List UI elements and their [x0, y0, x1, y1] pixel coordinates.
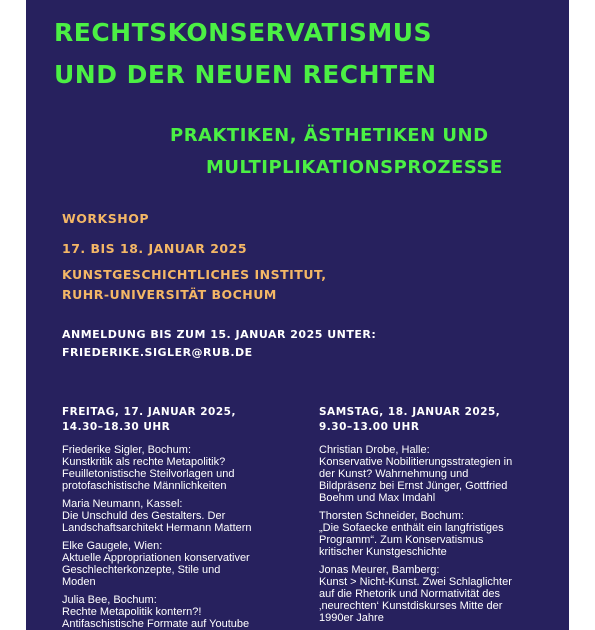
talk-title-line: Feuilletonistische Steilvorlagen und: [62, 468, 235, 480]
talk-speaker: Thorsten Schneider, Bochum:: [319, 510, 464, 522]
talk-speaker: Friederike Sigler, Bochum:: [62, 444, 191, 456]
talk-entry: [319, 564, 554, 624]
day-1-time: 14.30–18.30 UHR: [62, 420, 171, 433]
event-type: WORKSHOP: [62, 211, 149, 226]
talk-speaker: Maria Neumann, Kassel:: [62, 498, 183, 510]
registration-deadline: ANMELDUNG BIS ZUM 15. JANUAR 2025 UNTER:: [62, 328, 377, 341]
talk-title-line: 1990er Jahre: [319, 612, 384, 624]
talk-entry: [62, 498, 292, 534]
program-day-1: [62, 405, 292, 630]
talk-title-line: „Die Sofaecke enthält ein langfristiges: [319, 522, 504, 534]
talk-title-line: Kunstkritik als rechte Metapolitik?: [62, 456, 226, 468]
talk-title-line: auf die Rhetorik und Normativität des: [319, 588, 500, 600]
talk-speaker: Jonas Meurer, Bamberg:: [319, 564, 440, 576]
talk-title-line: Bildpräsenz bei Ernst Jünger, Gottfried: [319, 480, 508, 492]
talk-speaker: Christian Drobe, Halle:: [319, 444, 430, 456]
talk-title-line: Die Unschuld des Gestalters. Der: [62, 510, 226, 522]
event-dates: 17. BIS 18. JANUAR 2025: [62, 241, 248, 256]
talk-title-line: Rechte Metapolitik kontern?!: [62, 606, 202, 618]
talk-title-line: Kunst > Nicht-Kunst. Zwei Schlaglichter: [319, 576, 512, 588]
day-2-talks: [319, 444, 554, 624]
talk-title-line: Geschlechterkonzepte, Stile und: [62, 564, 221, 576]
talk-title-line: protofaschistische Männlichkeiten: [62, 480, 227, 492]
subtitle-line-1: PRAKTIKEN, ÄSTHETIKEN UND: [170, 125, 489, 146]
talk-title-line: Programm“. Zum Konservatismus: [319, 534, 484, 546]
day-2-heading: SAMSTAG, 18. JANUAR 2025,: [319, 406, 501, 418]
program-day-2: [319, 405, 554, 630]
venue-institute: KUNSTGESCHICHTLICHES INSTITUT,: [62, 267, 327, 282]
talk-entry: [62, 444, 292, 492]
poster: [26, 0, 569, 630]
talk-speaker: Julia Bee, Bochum:: [62, 594, 157, 606]
day-1-heading: FREITAG, 17. JANUAR 2025,: [62, 406, 236, 418]
talk-title-line: Aktuelle Appropriationen konservativer: [62, 552, 250, 564]
talk-title-line: der Kunst? Wahrnehmung und: [319, 468, 469, 480]
day-2-time: 9.30–13.00 UHR: [319, 420, 420, 433]
subtitle-line-2: MULTIPLIKATIONSPROZESSE: [206, 157, 503, 178]
title-line-2: UND DER NEUEN RECHTEN: [54, 60, 437, 89]
day-1-talks: [62, 444, 292, 630]
registration-email[interactable]: FRIEDERIKE.SIGLER@RUB.DE: [62, 346, 253, 359]
talk-title-line: Landschaftsarchitekt Hermann Mattern: [62, 522, 252, 534]
talk-entry: [62, 594, 292, 630]
talk-speaker: Elke Gaugele, Wien:: [62, 540, 163, 552]
venue-university: RUHR-UNIVERSITÄT BOCHUM: [62, 287, 277, 302]
talk-entry: [319, 510, 554, 558]
talk-title-line: Moden: [62, 576, 96, 588]
talk-title-line: Antifaschistische Formate auf Youtube: [62, 618, 250, 630]
talk-entry: [62, 540, 292, 588]
title-line-1: RECHTSKONSERVATISMUS: [54, 18, 433, 47]
talk-title-line: Konservative Nobilitierungsstrategien in: [319, 456, 513, 468]
talk-title-line: kritischer Kunstgeschichte: [319, 546, 447, 558]
talk-title-line: Boehm und Max Imdahl: [319, 492, 436, 504]
talk-title-line: ‚neurechten‘ Kunstdiskurses Mitte der: [319, 600, 503, 612]
talk-entry: [319, 444, 554, 504]
